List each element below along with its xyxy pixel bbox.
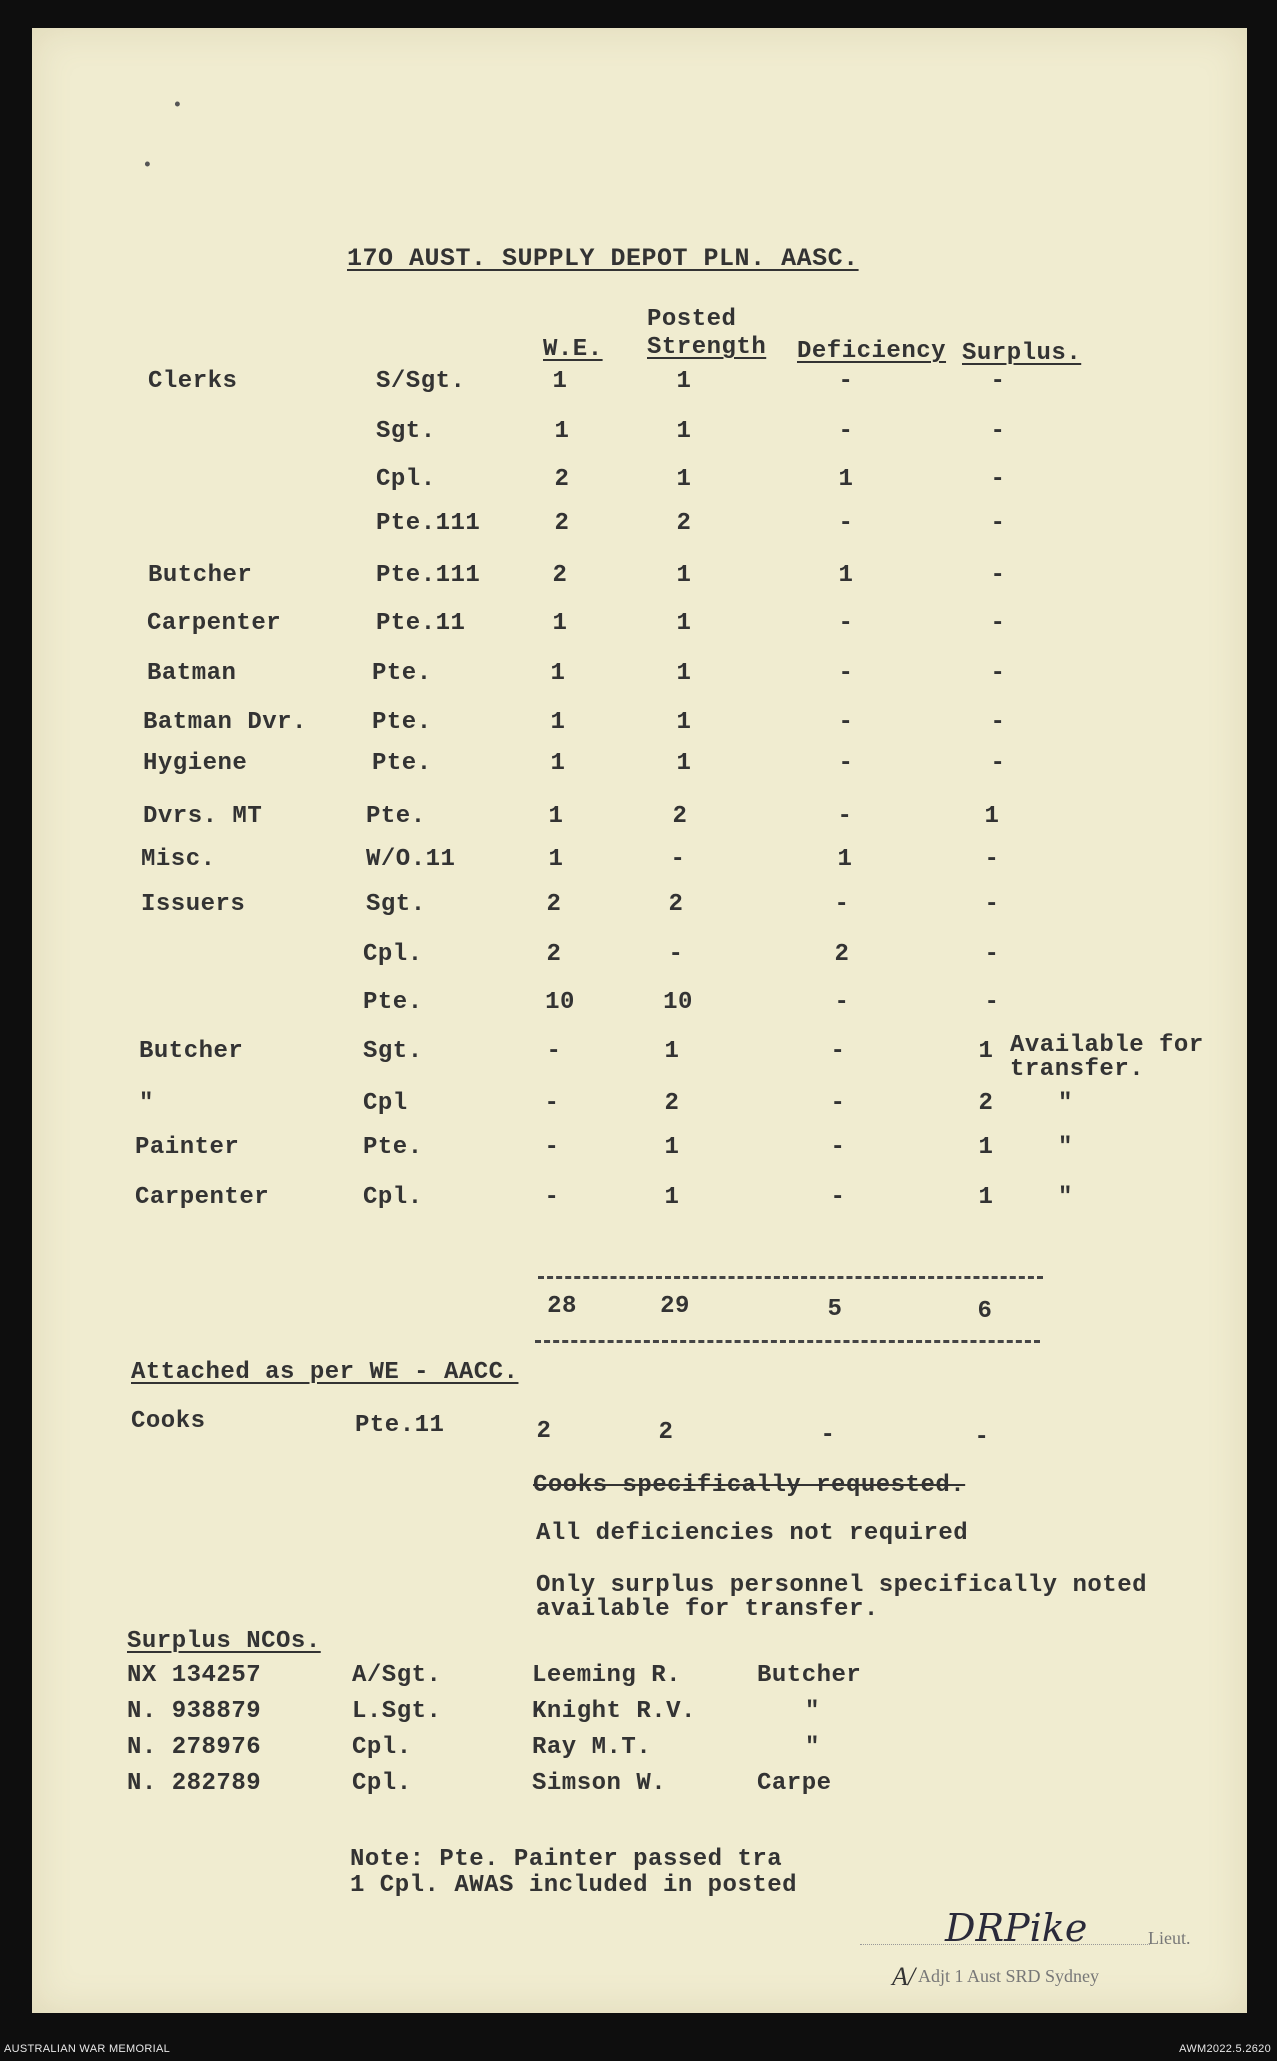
row-trade: Batman [147,660,237,687]
footer-source: AUSTRALIAN WAR MEMORIAL [4,2043,171,2055]
attached-deficiency: - [820,1422,836,1449]
row-sur: - [990,562,1006,589]
row-posted: 1 [676,660,692,687]
row-posted: 2 [664,1090,680,1117]
signature-prefix: A/ [892,1962,916,1991]
row-sur: - [984,846,1000,873]
row-trade: Carpenter [135,1184,270,1211]
row-trade: Hygiene [143,750,248,777]
row-sur: - [990,368,1006,395]
row-trade: Carpenter [147,610,282,637]
row-we: - [544,1134,560,1161]
row-note: " [1058,1184,1073,1211]
row-we: 1 [548,846,564,873]
row-trade: Issuers [141,891,246,918]
row-def: - [830,1184,846,1211]
footer-reference: AWM2022.5.2620 [1179,2043,1271,2055]
row-we: 1 [548,803,564,830]
ink-speck: • [142,156,153,176]
row-def: 1 [837,846,853,873]
note-deficiencies: All deficiencies not required [536,1520,969,1547]
row-we: 2 [546,891,562,918]
nco-trade: Carpe [757,1770,832,1797]
row-rank: S/Sgt. [376,368,466,395]
nco-name: Knight R.V. [532,1698,696,1725]
signature-line [860,1944,1150,1945]
signature-rank: Lieut. [1148,1928,1191,1948]
attached-rank: Pte.11 [355,1412,445,1439]
row-def: - [837,803,853,830]
nco-name: Leeming R. [532,1662,682,1689]
row-rank: Pte. [366,803,426,830]
row-def: - [834,891,850,918]
row-sur: - [990,418,1006,445]
row-posted: 2 [668,891,684,918]
nco-rank: L.Sgt. [352,1698,442,1725]
total-rule-top [538,1276,1043,1279]
row-def: - [838,510,854,537]
row-trade: Clerks [148,368,238,395]
attached-posted: 2 [658,1419,674,1446]
row-rank: Cpl [363,1090,408,1117]
row-rank: W/O.11 [366,846,456,873]
row-trade: Butcher [139,1038,244,1065]
row-sur: - [990,709,1006,736]
row-rank: Cpl. [363,941,423,968]
row-we: - [544,1184,560,1211]
ink-speck: • [172,96,183,116]
note-surplus-line1: Only surplus personnel specifically noted [536,1572,1147,1599]
row-sur: - [984,941,1000,968]
nco-number: N. 278976 [127,1734,262,1761]
nco-number: NX 134257 [127,1662,262,1689]
row-we: 2 [554,510,570,537]
row-we: 1 [550,709,566,736]
row-we: 1 [554,418,570,445]
row-rank: Pte. [372,750,432,777]
nco-name: Simson W. [532,1770,667,1797]
total-we: 28 [547,1293,577,1320]
row-def: - [838,709,854,736]
row-posted: 1 [676,466,692,493]
total-deficiency: 5 [827,1296,843,1323]
nco-rank: Cpl. [352,1734,412,1761]
row-sur: 1 [978,1184,994,1211]
row-rank: Pte.11 [376,610,466,637]
row-posted: 10 [663,989,693,1016]
row-we: 1 [550,750,566,777]
row-rank: Pte. [363,1134,423,1161]
row-rank: Pte. [372,709,432,736]
surplus-nco-heading: Surplus NCOs. [127,1628,321,1655]
attached-surplus: - [974,1424,990,1451]
row-sur: - [990,510,1006,537]
row-we: 1 [552,368,568,395]
row-def: - [838,418,854,445]
row-def: - [834,989,850,1016]
row-we: - [544,1090,560,1117]
row-posted: - [670,846,686,873]
row-posted: 1 [676,418,692,445]
row-posted: 1 [664,1038,680,1065]
row-sur: - [990,466,1006,493]
row-trade: Misc. [141,846,216,873]
row-trade: Dvrs. MT [143,803,263,830]
row-rank: Pte. [363,989,423,1016]
row-def: 1 [838,562,854,589]
total-posted: 29 [660,1293,690,1320]
row-rank: Sgt. [366,891,426,918]
row-posted: - [668,941,684,968]
nco-rank: Cpl. [352,1770,412,1797]
row-sur: - [984,891,1000,918]
row-sur: - [990,750,1006,777]
row-rank: Sgt. [376,418,436,445]
struck-note: Cooks specifically requested. [533,1472,966,1499]
row-posted: 1 [676,562,692,589]
nco-rank: A/Sgt. [352,1662,442,1689]
row-we: 2 [554,466,570,493]
nco-trade: " [805,1734,820,1761]
row-note: Available for [1010,1032,1204,1059]
row-def: - [830,1038,846,1065]
nco-trade: Butcher [757,1662,862,1689]
row-we: 1 [550,660,566,687]
handwritten-signature: DRPike [945,1906,1088,1950]
row-rank: Pte.111 [376,510,481,537]
row-rank: Cpl. [376,466,436,493]
row-def: - [838,368,854,395]
footnote-line1: Note: Pte. Painter passed tra [350,1846,783,1873]
nco-trade: " [805,1698,820,1725]
total-surplus: 6 [977,1298,993,1325]
row-def: - [838,750,854,777]
row-def: 1 [838,466,854,493]
row-we: - [546,1038,562,1065]
row-sur: 2 [978,1090,994,1117]
row-we: 2 [552,562,568,589]
signature-office: Adjt 1 Aust SRD Sydney [918,1966,1100,1986]
document-title: 17O AUST. SUPPLY DEPOT PLN. AASC. [347,244,859,273]
row-note: " [1058,1134,1073,1161]
row-sur: 1 [978,1134,994,1161]
row-posted: 1 [676,610,692,637]
row-sur: - [984,989,1000,1016]
nco-name: Ray M.T. [532,1734,652,1761]
row-we: 10 [545,989,575,1016]
total-rule-bottom [535,1340,1040,1343]
row-sur: - [990,660,1006,687]
row-we: 1 [552,610,568,637]
row-rank: Cpl. [363,1184,423,1211]
attached-trade: Cooks [131,1408,206,1435]
header-deficiency: Deficiency [797,338,947,365]
row-trade: Batman Dvr. [143,709,307,736]
row-def: - [830,1134,846,1161]
row-posted: 1 [676,750,692,777]
row-def: 2 [834,941,850,968]
row-sur: 1 [984,803,1000,830]
row-sur: 1 [978,1038,994,1065]
row-trade: Painter [135,1134,240,1161]
row-rank: Sgt. [363,1038,423,1065]
row-sur: - [990,610,1006,637]
row-rank: Pte.111 [376,562,481,589]
note-surplus-line2: available for transfer. [536,1596,879,1623]
row-posted: 1 [664,1184,680,1211]
nco-number: N. 282789 [127,1770,262,1797]
row-def: - [830,1090,846,1117]
row-trade: Butcher [148,562,253,589]
row-posted: 2 [672,803,688,830]
row-posted: 1 [676,368,692,395]
row-posted: 2 [676,510,692,537]
attached-we: 2 [536,1418,552,1445]
attached-heading: Attached as per WE - AACC. [131,1359,519,1386]
row-def: - [838,610,854,637]
row-trade: " [139,1090,154,1117]
nco-number: N. 938879 [127,1698,262,1725]
footnote-line2: 1 Cpl. AWAS included in posted [350,1872,798,1899]
row-def: - [838,660,854,687]
header-posted-top: Posted [647,306,737,333]
row-note: " [1058,1090,1073,1117]
header-posted-bottom: Strength [647,334,767,361]
row-posted: 1 [676,709,692,736]
header-we: W.E. [543,336,603,363]
row-rank: Pte. [372,660,432,687]
row-we: 2 [546,941,562,968]
header-surplus: Surplus. [962,340,1082,367]
row-note-continued: transfer. [1010,1056,1145,1083]
row-posted: 1 [664,1134,680,1161]
